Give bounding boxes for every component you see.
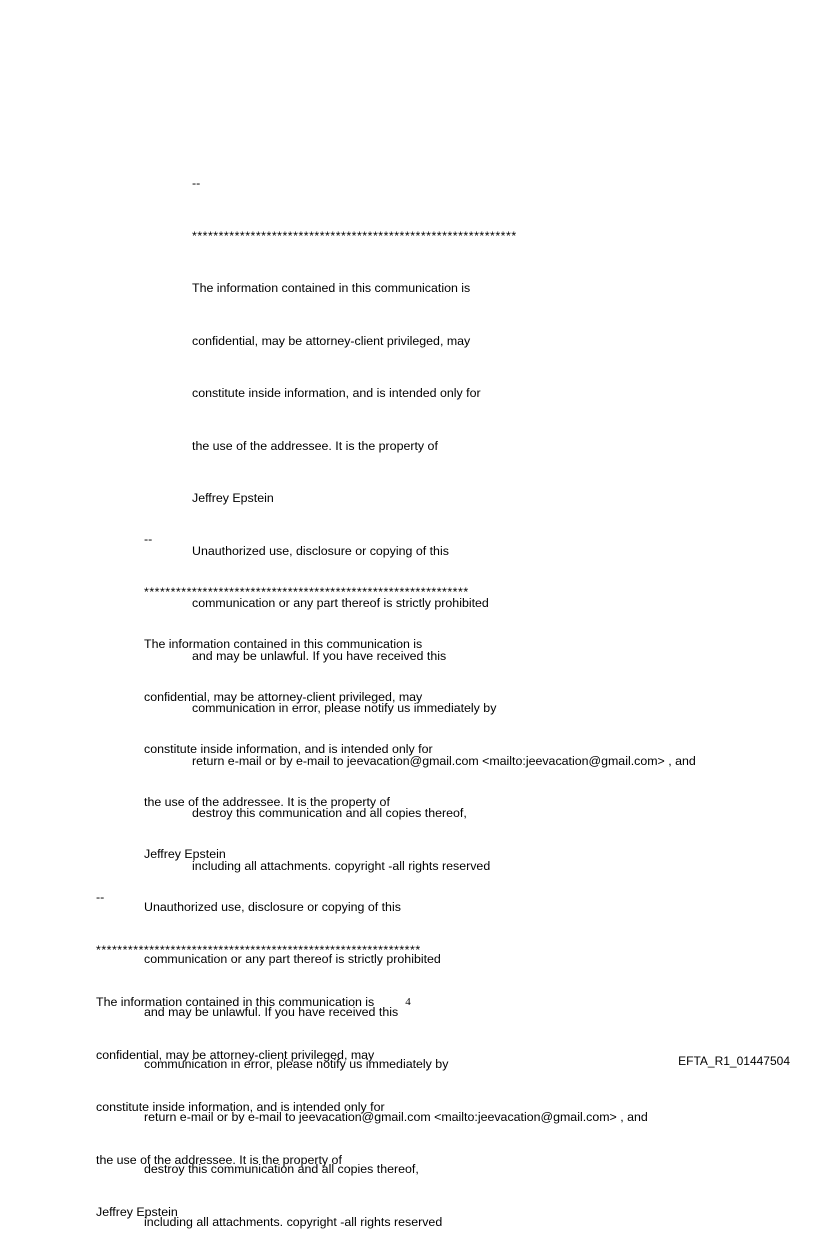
disclaimer-line: return e-mail or by e-mail to jeevacation@gmail.com <mailto:jeevacation@gmail.com> , and xyxy=(144,1109,648,1124)
separator-dashes: -- xyxy=(144,532,153,546)
disclaimer-block-3 xyxy=(96,854,421,1239)
disclaimer-line: return e-mail or by e-mail to jeevacation@gmail.com <mailto:jeevacation@gmail.com> , and xyxy=(192,753,696,768)
disclaimer-line: including all attachments. copyright -all rights reserved xyxy=(192,858,491,873)
disclaimer-line: constitute inside information, and is intended only for xyxy=(144,742,433,756)
document-id: EFTA_R1_01447504 xyxy=(678,1054,790,1068)
disclaimer-line: Unauthorized use, disclosure or copying of this xyxy=(144,899,401,914)
disclaimer-line: constitute inside information, and is intended only for xyxy=(96,1100,385,1114)
page-number: 4 xyxy=(405,996,411,1008)
disclaimer-line: communication or any part thereof is strictly prohibited xyxy=(144,952,441,966)
separator-stars: ************************************************************* xyxy=(144,584,469,599)
disclaimer-line: Jeffrey Epstein xyxy=(192,491,274,505)
disclaimer-line: communication in error, please notify us immediately by xyxy=(144,1057,449,1071)
disclaimer-line: and may be unlawful. If you have received this xyxy=(192,648,447,663)
separator-dashes: -- xyxy=(192,176,201,190)
disclaimer-line: confidential, may be attorney-client privileged, may xyxy=(144,689,423,704)
disclaimer-line: confidential, may be attorney-client privileged, may xyxy=(96,1047,375,1062)
disclaimer-line: and may be unlawful. If you have received this xyxy=(144,1004,399,1019)
disclaimer-line: constitute inside information, and is intended only for xyxy=(192,386,481,400)
disclaimer-line: confidential, may be attorney-client privileged, may xyxy=(192,333,471,348)
disclaimer-line: the use of the addressee. It is the property of xyxy=(192,438,438,453)
separator-stars: ************************************************************* xyxy=(192,228,517,243)
separator-dashes: -- xyxy=(96,890,105,904)
disclaimer-line: The information contained in this communication is xyxy=(192,281,471,295)
disclaimer-line: communication in error, please notify us immediately by xyxy=(192,701,497,715)
disclaimer-line: destroy this communication and all copies thereof, xyxy=(144,1162,419,1176)
disclaimer-line: Jeffrey Epstein xyxy=(144,847,226,861)
disclaimer-line: communication or any part thereof is strictly prohibited xyxy=(192,596,489,610)
disclaimer-line: including all attachments. copyright -all rights reserved xyxy=(144,1214,443,1229)
separator-stars: ************************************************************* xyxy=(96,942,421,957)
disclaimer-line: destroy this communication and all copies thereof, xyxy=(192,806,467,820)
disclaimer-line: Jeffrey Epstein xyxy=(96,1205,178,1219)
disclaimer-line: the use of the addressee. It is the property of xyxy=(96,1152,342,1167)
disclaimer-line: The information contained in this communication is xyxy=(144,637,423,651)
disclaimer-line: Unauthorized use, disclosure or copying of this xyxy=(192,543,449,558)
disclaimer-line: the use of the addressee. It is the property of xyxy=(144,794,390,809)
disclaimer-line: The information contained in this communication is xyxy=(96,995,375,1009)
